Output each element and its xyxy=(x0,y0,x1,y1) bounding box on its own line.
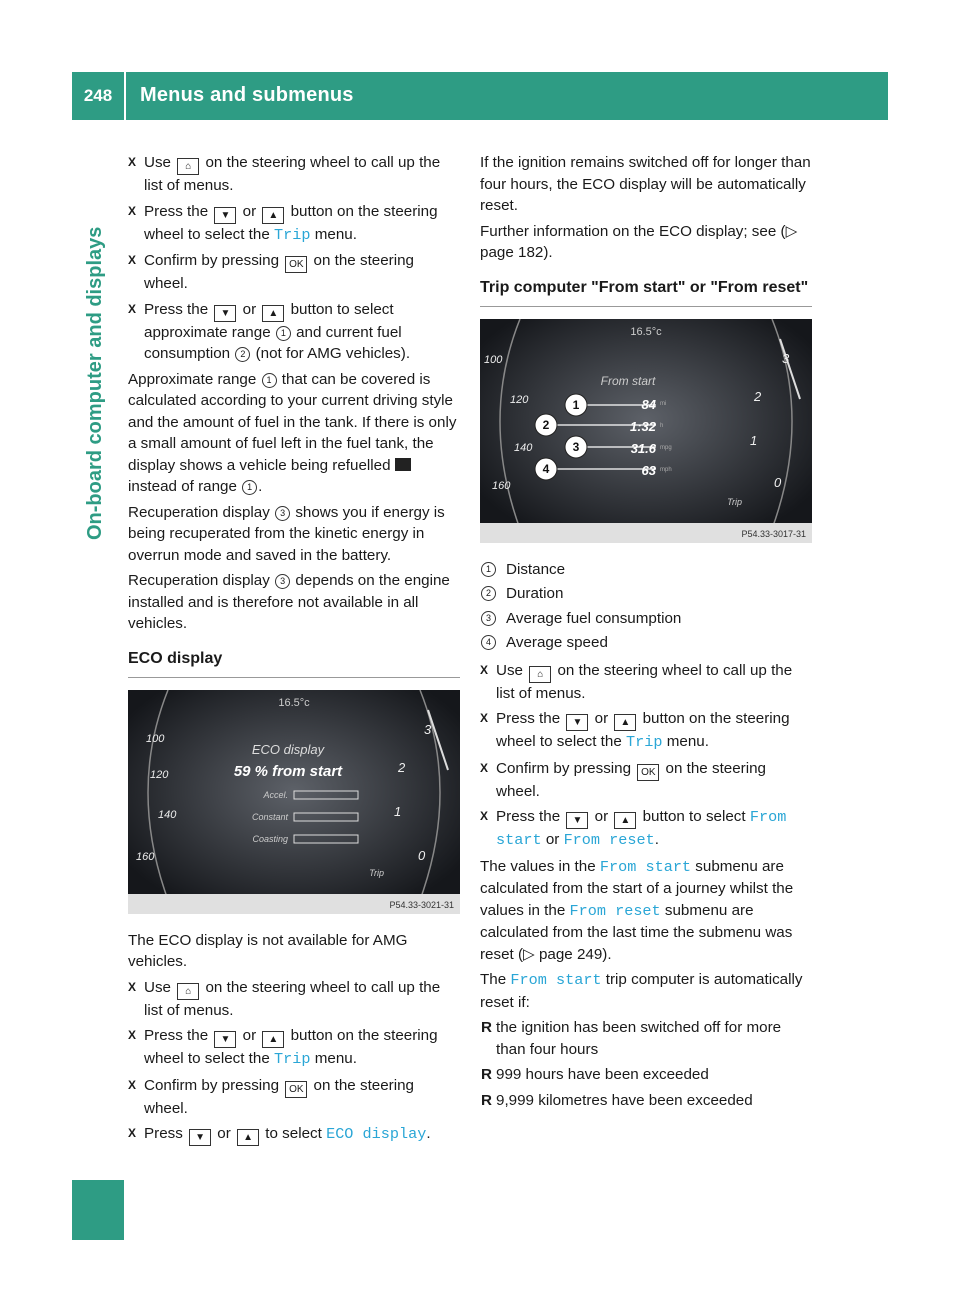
eco-row-label: Constant xyxy=(251,811,288,822)
figure-code: P54.33-3021-31 xyxy=(389,899,454,910)
scale-tick: 1 xyxy=(750,432,758,448)
temp-readout: 16.5°c xyxy=(278,696,310,709)
home-icon: ⌂ xyxy=(177,983,199,1000)
page-number: 248 xyxy=(72,72,124,120)
callout-number: 2 xyxy=(542,417,550,432)
scale-tick: 1 xyxy=(394,803,402,819)
paragraph: Recuperation display 3 depends on the engine installed and is therefore not available in all vehicles. xyxy=(128,572,450,632)
fuel-pump-icon xyxy=(395,458,411,471)
step: X Press the ▼ or ▲ button to select approximate range 1 and current fuel consumption 2 (not for AMG vehicles). xyxy=(128,300,411,362)
callout-3: 3 xyxy=(275,506,290,521)
step: X Press the ▼ or ▲ button on the steering wheel to select the Trip menu. xyxy=(480,710,790,751)
step: X Press the ▼ or ▲ button on the steering wheel to select the Trip menu. xyxy=(128,1027,438,1068)
trip-value: 84 xyxy=(641,396,656,412)
callout-3: 3 xyxy=(275,574,290,589)
down-icon: ▼ xyxy=(566,714,588,731)
callout-1: 1 xyxy=(242,480,257,495)
callout-1: 1 xyxy=(276,326,291,341)
callout-number: 1 xyxy=(572,397,580,412)
scale-tick: 2 xyxy=(398,759,406,775)
left-column xyxy=(128,152,460,1150)
menu-code: From start xyxy=(510,971,602,989)
down-icon: ▼ xyxy=(214,207,236,224)
up-icon: ▲ xyxy=(614,714,636,731)
scale-tick: 0 xyxy=(418,847,426,863)
paragraph: The values in the From start submenu are calculated from the start of a journey whilst the values in the From reset submenu are calculated from the last time the submenu was reset (▷ page 249). xyxy=(480,857,794,963)
trip-value: 31.6 xyxy=(630,440,656,456)
speed-tick: 160 xyxy=(136,850,155,863)
up-icon: ▲ xyxy=(262,1031,284,1048)
legend-item: 4 Average speed xyxy=(480,632,812,654)
down-icon: ▼ xyxy=(189,1129,211,1146)
speed-tick: 140 xyxy=(514,441,533,454)
paragraph: The ECO display is not available for AMG vehicles. xyxy=(128,931,408,970)
down-icon: ▼ xyxy=(214,1031,236,1048)
scale-tick: 3 xyxy=(424,721,432,737)
ok-icon: OK xyxy=(285,1081,307,1098)
trip-unit: mpg xyxy=(660,444,672,451)
step: X Confirm by pressing OK on the steering wheel. xyxy=(128,252,415,292)
trip-unit: h xyxy=(660,422,664,429)
up-icon: ▲ xyxy=(237,1129,259,1146)
trip-value: 63 xyxy=(641,462,656,478)
trip-label: Trip xyxy=(369,867,384,878)
speed-tick: 100 xyxy=(484,353,503,366)
trip-value: 1:32 xyxy=(629,418,656,434)
callout-number: 4 xyxy=(542,461,550,476)
paragraph: The From start trip computer is automatically reset if: xyxy=(480,971,803,1011)
trip-unit: mph xyxy=(660,466,672,473)
paragraph: Further information on the ECO display; see (▷ page 182). xyxy=(480,222,798,261)
legend-item: 2 Duration xyxy=(480,583,812,605)
menu-code: From start xyxy=(496,808,787,849)
callout-2: 2 xyxy=(235,347,250,362)
header-bar xyxy=(126,72,888,120)
bullet-item: R 999 hours have been exceeded xyxy=(481,1066,709,1083)
speed-tick: 140 xyxy=(158,808,177,821)
step: X Use ⌂ on the steering wheel to call up the list of menus. xyxy=(128,154,441,194)
bullet-item: R 9,999 kilometres have been exceeded xyxy=(481,1091,753,1109)
menu-code: ECO display xyxy=(326,1125,427,1143)
ok-icon: OK xyxy=(285,256,307,273)
temp-readout: 16.5°c xyxy=(630,325,662,338)
eco-row-label: Accel. xyxy=(263,789,288,800)
callout-1: 1 xyxy=(262,373,277,388)
menu-code: Trip xyxy=(274,225,311,244)
eco-display-figure xyxy=(128,690,460,914)
right-column xyxy=(480,152,812,1115)
section-heading-trip: Trip computer "From start" or "From reset" xyxy=(480,278,812,307)
figure-code: P54.33-3017-31 xyxy=(741,528,806,539)
trip-computer-figure xyxy=(480,319,812,543)
up-icon: ▲ xyxy=(262,207,284,224)
step: X Press ▼ or ▲ to select ECO display. xyxy=(128,1123,460,1146)
speed-tick: 100 xyxy=(146,732,165,745)
step: X Confirm by pressing OK on the steering wheel. xyxy=(480,759,767,800)
trip-computer-svg xyxy=(480,319,812,543)
side-tab-marker xyxy=(72,1180,124,1240)
menu-code: Trip xyxy=(274,1050,311,1068)
menu-code: From reset xyxy=(563,831,655,849)
step: X Press the ▼ or ▲ button to select From start or From reset. xyxy=(480,808,787,849)
menu-code: From reset xyxy=(569,901,661,920)
step: X Confirm by pressing OK on the steering wheel. xyxy=(128,1076,415,1117)
ok-icon: OK xyxy=(637,764,659,781)
step: X Press the ▼ or ▲ button on the steering wheel to select the Trip menu. xyxy=(128,202,438,244)
scale-tick: 3 xyxy=(782,350,790,366)
step: X Use ⌂ on the steering wheel to call up the list of menus. xyxy=(480,661,793,702)
home-icon: ⌂ xyxy=(177,158,199,175)
paragraph: Approximate range 1 that can be covered is calculated according to your current driving style and the amount of fuel in the tank. If there is only a small amount of fuel left in the fuel tank, the display shows a vehicle being refuelled instead of range 1 . xyxy=(128,370,457,495)
callout-number: 3 xyxy=(572,439,580,454)
legend-item: 1 Distance xyxy=(480,559,812,581)
bullet-item: R the ignition has been switched off for more than four hours xyxy=(481,1019,782,1058)
down-icon: ▼ xyxy=(566,812,588,829)
scale-tick: 2 xyxy=(754,388,762,404)
eco-display-svg xyxy=(128,690,460,914)
speed-tick: 160 xyxy=(492,479,511,492)
speed-tick: 120 xyxy=(510,393,529,406)
step: X Use ⌂ on the steering wheel to call up the list of menus. xyxy=(128,978,441,1019)
paragraph: Recuperation display 3 shows you if energy is being recuperated from the kinetic energy in overrun mode and saved in the battery. xyxy=(128,503,445,564)
page-title: Menus and submenus xyxy=(140,84,354,106)
home-icon: ⌂ xyxy=(529,666,551,683)
paragraph: If the ignition remains switched off for longer than four hours, the ECO display will be automatically reset. xyxy=(480,154,811,214)
legend-item: 3 Average fuel consumption xyxy=(480,608,812,630)
side-section-title: On-board computer and displays xyxy=(84,226,106,540)
trip-unit: mi xyxy=(660,400,667,407)
menu-code: Trip xyxy=(626,733,663,751)
section-heading-eco: ECO display xyxy=(128,649,460,678)
eco-value: 59 % from start xyxy=(233,762,343,780)
scale-tick: 0 xyxy=(774,474,782,490)
up-icon: ▲ xyxy=(262,305,284,322)
menu-code: From start xyxy=(599,857,692,876)
trip-label: Trip xyxy=(727,496,742,507)
trip-title: From start xyxy=(600,373,656,388)
up-icon: ▲ xyxy=(614,812,636,829)
eco-title: ECO display xyxy=(251,741,325,757)
eco-row-label: Coasting xyxy=(252,833,288,844)
down-icon: ▼ xyxy=(214,305,236,322)
speed-tick: 120 xyxy=(150,768,169,781)
